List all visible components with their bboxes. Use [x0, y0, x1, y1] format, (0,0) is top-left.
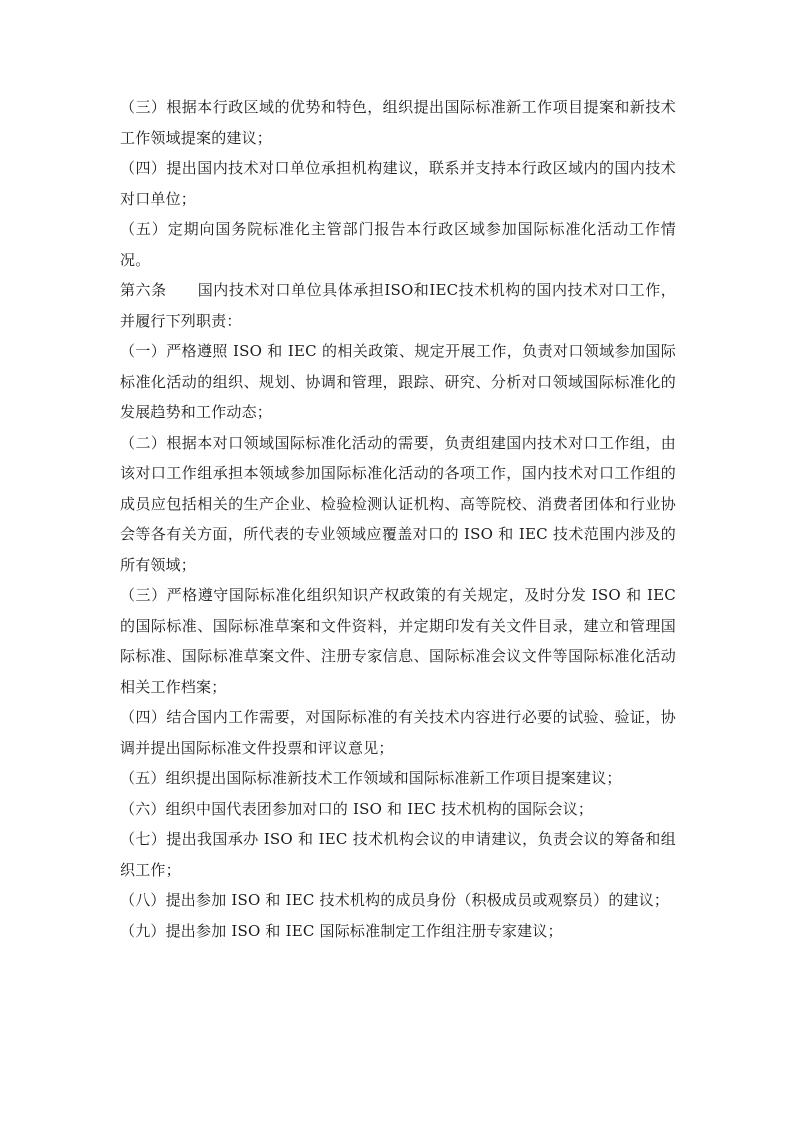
duty-6: （六）组织中国代表团参加对口的 ISO 和 IEC 技术机构的国际会议；: [120, 799, 594, 818]
duty-5: （五）组织提出国际标准新技术工作领域和国际标准新工作项目提案建议；: [120, 769, 622, 787]
duty-7: （七）提出我国承办 ISO 和 IEC 技术机构会议的申请建议，负责会议的筹备和组织工作；: [120, 830, 676, 879]
clause-4-region: （四）提出国内技术对口单位承担机构建议，联系并支持本行政区域内的国内技术对口单位；: [120, 159, 676, 208]
duty-8: （八）提出参加 ISO 和 IEC 技术机构的成员身份（积极成员或观察员）的建议；: [120, 891, 670, 909]
clause-3-region: （三）根据本行政区域的优势和特色，组织提出国际标准新工作项目提案和新技术工作领域提案的建议；: [120, 98, 676, 147]
duty-2: （二）根据本对口领域国际标准化活动的需要，负责组建国内技术对口工作组，由该对口工作组承担本领域参加国际标准化活动的各项工作，国内技术对口工作组的成员应包括相关的生产企业、检验检测认证机构、高等院校、消费者团体和行业协会等各有关方面，所代表的专业领域应覆盖对口的 ISO 和 IEC 技术范围内涉及的所有领域；: [120, 433, 676, 574]
article-6-heading: 第六条 国内技术对口单位具体承担ISO和IEC技术机构的国内技术对口工作，并履行下列职责：: [120, 281, 676, 330]
clause-5-region: （五）定期向国务院标准化主管部门报告本行政区域参加国际标准化活动工作情况。: [120, 220, 676, 269]
duty-3: （三）严格遵守国际标准化组织知识产权政策的有关规定，及时分发 ISO 和 IEC 的国际标准、国际标准草案和文件资料，并定期印发有关文件目录，建立和管理国际标准、国际标准草案文件、注册专家信息、国际标准会议文件等国际标准化活动相关工作档案；: [120, 586, 676, 696]
duty-4: （四）结合国内工作需要，对国际标准的有关技术内容进行必要的试验、验证，协调并提出国际标准文件投票和评议意见；: [120, 708, 676, 757]
document-page: [120, 92, 676, 946]
duty-9: （九）提出参加 ISO 和 IEC 国际标准制定工作组注册专家建议；: [120, 921, 563, 940]
duty-1: （一）严格遵照 ISO 和 IEC 的相关政策、规定开展工作，负责对口领域参加国际标准化活动的组织、规划、协调和管理，跟踪、研究、分析对口领域国际标准化的发展趋势和工作动态；: [120, 342, 676, 421]
